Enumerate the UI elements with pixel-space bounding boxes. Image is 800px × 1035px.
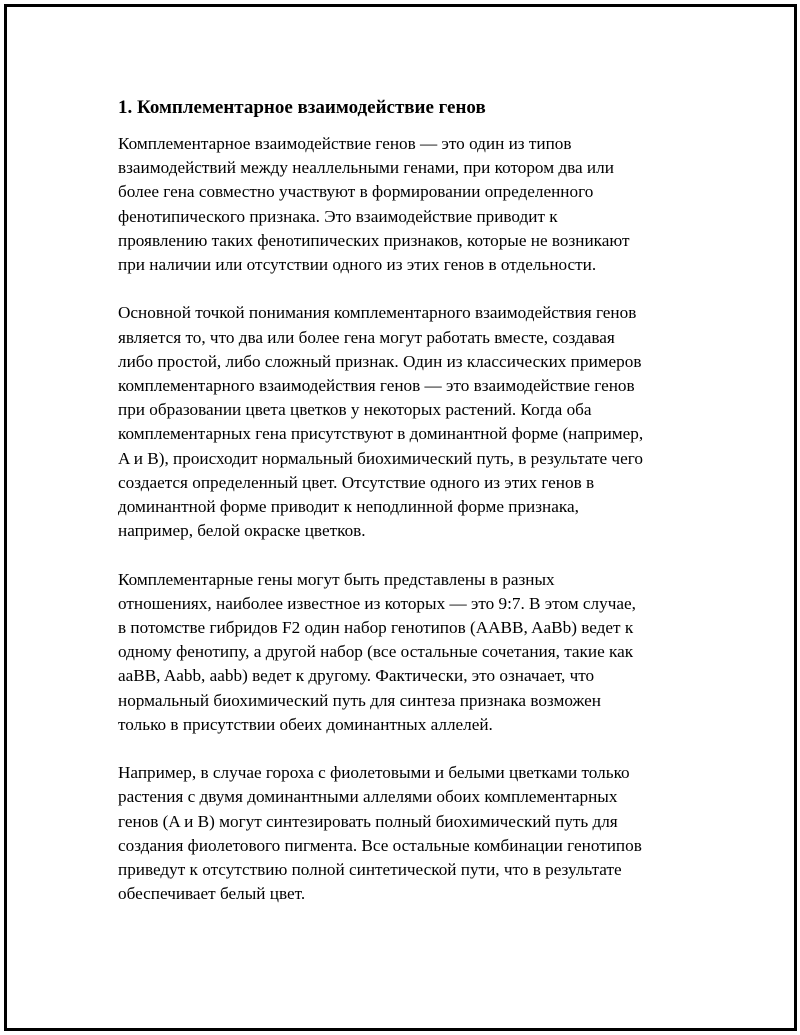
text-line: A и B), происходит нормальный биохимический путь, в результате чего — [118, 448, 643, 468]
text-line: либо простой, либо сложный признак. Один из классических примеров — [118, 351, 642, 371]
text-line: при наличии или отсутствии одного из этих генов в отдельности. — [118, 255, 597, 275]
section-heading: 1. Комплементарное взаимодействие генов — [118, 97, 486, 118]
text-line: приведут к отсутствию полной синтетической пути, что в результате — [118, 860, 622, 880]
paragraph-4 — [118, 761, 698, 906]
text-line: растения с двумя доминантными аллелями обоих комплементарных — [118, 787, 618, 807]
text-line: обеспечивает белый цвет. — [118, 884, 306, 904]
text-line: при образовании цвета цветков у некоторых растений. Когда оба — [118, 400, 592, 420]
text-line: Например, в случае гороха с фиолетовыми и белыми цветками только — [118, 763, 630, 783]
text-line: создается определенный цвет. Отсутствие одного из этих генов в — [118, 472, 595, 492]
text-line: в потомстве гибридов F2 один набор генотипов (AABB, AaBb) ведет к — [118, 618, 634, 638]
text-line: нормальный биохимический путь для синтеза признака возможен — [118, 690, 601, 710]
text-line: одному фенотипу, а другой набор (все остальные сочетания, такие как — [118, 642, 634, 662]
text-line: комплементарного взаимодействия генов — это взаимодействие генов — [118, 376, 635, 396]
text-line: более гена совместно участвуют в формировании определенного — [118, 182, 594, 202]
text-line: взаимодействий между неаллельными генами, при котором два или — [118, 158, 614, 178]
text-line: комплементарных гена присутствуют в доминантной форме (например, — [118, 424, 644, 444]
paragraph-2 — [118, 301, 698, 543]
text-line: доминантной форме приводит к неподлинной форме признака, — [118, 497, 579, 517]
text-line: Комплементарное взаимодействие генов — это один из типов — [118, 134, 572, 153]
text-line: является то, что два или более гена могут работать вместе, создавая — [118, 327, 615, 347]
text-line: фенотипического признака. Это взаимодействие приводит к — [118, 206, 558, 226]
text-line: проявлению таких фенотипических признаков, которые не возникают — [118, 230, 630, 250]
text-line: Комплементарные гены могут быть представлены в разных — [118, 569, 555, 589]
text-line: например, белой окраске цветков. — [118, 521, 366, 541]
document-body — [118, 96, 698, 931]
paragraph-3 — [118, 568, 698, 737]
text-line: создания фиолетового пигмента. Все остальные комбинации генотипов — [118, 835, 642, 855]
text-line: только в присутствии обеих доминантных аллелей. — [118, 714, 493, 734]
paragraph-1 — [118, 132, 698, 277]
text-line: отношениях, наиболее известное из которых — это 9:7. В этом случае, — [118, 593, 636, 613]
text-line: Основной точкой понимания комплементарного взаимодействия генов — [118, 303, 637, 323]
text-line: генов (A и B) могут синтезировать полный биохимический путь для — [118, 811, 618, 831]
text-line: aaBB, Aabb, aabb) ведет к другому. Фактически, это означает, что — [118, 666, 595, 686]
